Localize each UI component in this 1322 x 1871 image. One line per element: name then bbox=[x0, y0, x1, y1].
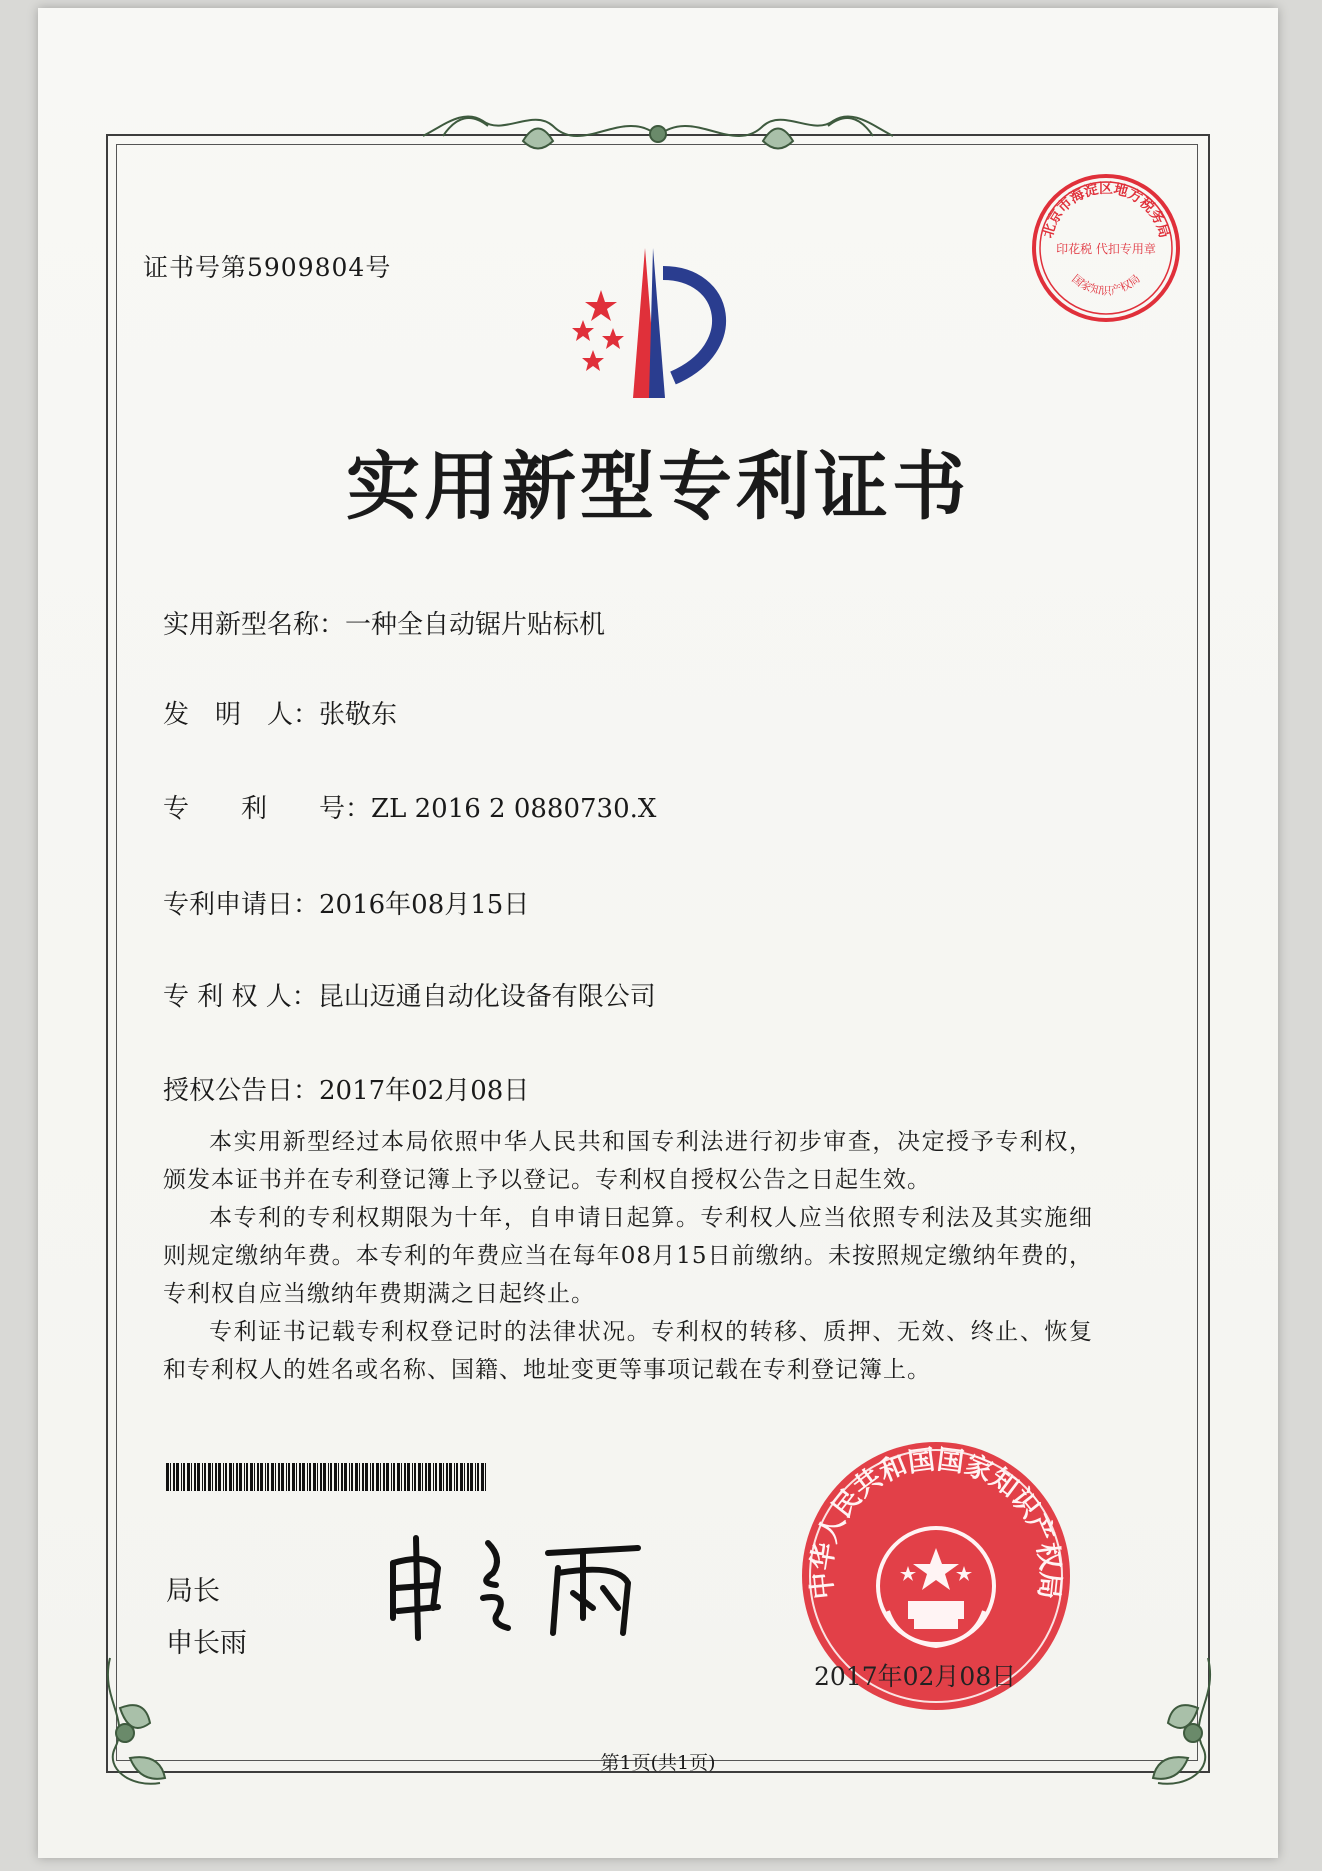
barcode-bar bbox=[288, 1463, 290, 1491]
barcode-bar bbox=[477, 1463, 479, 1491]
barcode-bar bbox=[286, 1463, 287, 1491]
barcode-bar bbox=[320, 1463, 322, 1491]
barcode-bar bbox=[302, 1463, 305, 1491]
certificate-title: 实用新型专利证书 bbox=[346, 444, 970, 530]
director-title: 局长 bbox=[166, 1576, 220, 1607]
barcode-bar bbox=[278, 1463, 280, 1491]
barcode-bar bbox=[391, 1463, 392, 1491]
tax-stamp-seal bbox=[1026, 168, 1186, 328]
barcode-bar bbox=[414, 1463, 416, 1491]
barcode-bar bbox=[250, 1463, 253, 1491]
barcode-bar bbox=[372, 1463, 374, 1491]
barcode-bar bbox=[267, 1463, 269, 1491]
barcode-bar bbox=[334, 1463, 337, 1491]
barcode-bar bbox=[204, 1463, 206, 1491]
body-paragraph: 本实用新型经过本局依照中华人民共和国专利法进行初步审查，决定授予专利权，颁发本证书并在专利登记簿上予以登记。专利权自授权公告之日起生效。 bbox=[163, 1129, 1093, 1193]
barcode-bar bbox=[257, 1463, 259, 1491]
barcode-bar bbox=[183, 1463, 185, 1491]
barcode-bar bbox=[393, 1463, 395, 1491]
barcode-bar bbox=[218, 1463, 221, 1491]
bottom-right-ornament bbox=[1088, 1648, 1228, 1798]
barcode-bar bbox=[223, 1463, 224, 1491]
barcode-bar bbox=[397, 1463, 400, 1491]
tax-seal-text: 北京市海淀区地方税务局 bbox=[1039, 180, 1173, 240]
barcode-bar bbox=[341, 1463, 343, 1491]
barcode-bar bbox=[456, 1463, 458, 1491]
barcode-bar bbox=[412, 1463, 413, 1491]
barcode-bar bbox=[475, 1463, 476, 1491]
field-label: 专利申请日： bbox=[163, 890, 320, 920]
barcode-bar bbox=[299, 1463, 301, 1491]
barcode-bar bbox=[187, 1463, 190, 1491]
barcode-bar bbox=[197, 1463, 200, 1491]
barcode-bar bbox=[407, 1463, 410, 1491]
barcode-bar bbox=[309, 1463, 311, 1491]
svg-text:北京市海淀区地方税务局 bbox=[1040, 180, 1172, 239]
barcode-bar bbox=[425, 1463, 427, 1491]
barcode-bar bbox=[239, 1463, 242, 1491]
barcode-bar bbox=[351, 1463, 353, 1491]
barcode-bar bbox=[464, 1463, 465, 1491]
barcode-bar bbox=[362, 1463, 364, 1491]
barcode-bar bbox=[244, 1463, 245, 1491]
barcode-bar bbox=[330, 1463, 332, 1491]
barcode-bar bbox=[443, 1463, 444, 1491]
field-value: ZL 2016 2 0880730.X bbox=[371, 794, 657, 824]
certificate-body bbox=[163, 1123, 1093, 1389]
field-label: 专 利 权 人： bbox=[163, 982, 318, 1012]
field-value: 昆山迈通自动化设备有限公司 bbox=[317, 982, 656, 1012]
barcode-bar bbox=[181, 1463, 182, 1491]
field-value: 张敬东 bbox=[319, 700, 398, 730]
barcode-bar bbox=[359, 1463, 360, 1491]
barcode-bar bbox=[418, 1463, 421, 1491]
field-value: 2016年08月15日 bbox=[319, 890, 530, 920]
seal-date: 2017年02月08日 bbox=[814, 1662, 1017, 1691]
barcode-bar bbox=[338, 1463, 339, 1491]
barcode-bar bbox=[233, 1463, 234, 1491]
top-ornament bbox=[383, 96, 933, 166]
seal-text: 中华人民共和国国家知识产权局 bbox=[806, 1444, 1066, 1601]
field-patent-holder bbox=[163, 976, 656, 1013]
certificate-number: 证书号第5909804号 bbox=[143, 253, 392, 282]
barcode-bar bbox=[470, 1463, 473, 1491]
barcode-bar bbox=[292, 1463, 295, 1491]
barcode-bar bbox=[225, 1463, 227, 1491]
barcode-bar bbox=[191, 1463, 192, 1491]
barcode-bar bbox=[313, 1463, 316, 1491]
star-icon bbox=[585, 290, 617, 321]
field-patent-number bbox=[163, 788, 656, 825]
barcode-bar bbox=[401, 1463, 402, 1491]
field-label: 授权公告日： bbox=[163, 1076, 320, 1106]
barcode-bar bbox=[365, 1463, 368, 1491]
barcode-bar bbox=[439, 1463, 442, 1491]
barcode-bar bbox=[260, 1463, 263, 1491]
field-filing-date bbox=[163, 884, 529, 921]
barcode-bar bbox=[202, 1463, 203, 1491]
barcode-bar bbox=[275, 1463, 276, 1491]
barcode-bar bbox=[254, 1463, 255, 1491]
barcode-bar bbox=[328, 1463, 329, 1491]
barcode-bar bbox=[170, 1463, 171, 1491]
barcode-bar bbox=[176, 1463, 179, 1491]
director-name: 申长雨 bbox=[166, 1628, 247, 1659]
barcode-bar bbox=[246, 1463, 248, 1491]
barcode-bar bbox=[215, 1463, 217, 1491]
barcode-bar bbox=[404, 1463, 406, 1491]
certificate-page bbox=[38, 8, 1278, 1858]
tax-seal-inner-text: 印花税 代扣专用章 bbox=[1056, 242, 1156, 256]
body-paragraph: 专利证书记载专利权登记时的法律状况。专利权的转移、质押、无效、终止、恢复和专利权人的姓名或名称、国籍、地址变更等事项记载在专利登记簿上。 bbox=[163, 1319, 1093, 1383]
director-block bbox=[166, 1566, 247, 1670]
page-number: 第1页(共1页) bbox=[600, 1752, 716, 1774]
barcode-bar bbox=[386, 1463, 389, 1491]
barcode-bar bbox=[433, 1463, 434, 1491]
barcode-bar bbox=[344, 1463, 347, 1491]
barcode-bar bbox=[428, 1463, 431, 1491]
field-grant-date bbox=[163, 1070, 529, 1107]
barcode-bar bbox=[166, 1463, 169, 1491]
barcode-bar bbox=[265, 1463, 266, 1491]
field-value: 2017年02月08日 bbox=[319, 1076, 530, 1106]
barcode-bar bbox=[380, 1463, 381, 1491]
barcode-bar bbox=[323, 1463, 326, 1491]
barcode-bar bbox=[435, 1463, 437, 1491]
body-paragraph: 本专利的专利权期限为十年，自申请日起算。专利权人应当依照专利法及其实施细则规定缴纳年费。本专利的年费应当在每年08月15日前缴纳。未按照规定缴纳年费的，专利权自应当缴纳年费期满之日起终止。 bbox=[163, 1205, 1093, 1307]
field-label: 发 明 人： bbox=[163, 700, 320, 730]
field-label: 实用新型名称： bbox=[163, 610, 346, 640]
field-inventor bbox=[163, 694, 397, 731]
barcode-bar bbox=[460, 1463, 463, 1491]
barcode-bar bbox=[194, 1463, 196, 1491]
barcode-bar bbox=[271, 1463, 274, 1491]
field-value: 一种全自动锯片贴标机 bbox=[345, 610, 606, 640]
barcode-bar bbox=[296, 1463, 297, 1491]
barcode-bar bbox=[376, 1463, 379, 1491]
barcode-bar bbox=[212, 1463, 213, 1491]
barcode-bar bbox=[208, 1463, 211, 1491]
barcode-bar bbox=[173, 1463, 175, 1491]
field-label: 专 利 号： bbox=[163, 794, 372, 824]
star-icon bbox=[572, 320, 594, 341]
star-icon bbox=[602, 328, 624, 349]
field-utility-model-name bbox=[163, 604, 605, 641]
tax-seal-bottom-text: 国家知识产权局 bbox=[1069, 272, 1143, 298]
barcode-bar bbox=[370, 1463, 371, 1491]
barcode-bar bbox=[449, 1463, 452, 1491]
svg-text:国家知识产权局 bbox=[1069, 272, 1142, 297]
star-icon bbox=[582, 350, 604, 371]
director-signature bbox=[378, 1523, 678, 1643]
barcode-bar bbox=[446, 1463, 448, 1491]
barcode-bar bbox=[355, 1463, 358, 1491]
barcode-bar bbox=[383, 1463, 385, 1491]
bottom-left-ornament bbox=[90, 1648, 230, 1798]
barcode-bar bbox=[317, 1463, 318, 1491]
barcode-bar bbox=[454, 1463, 455, 1491]
barcode bbox=[166, 1463, 488, 1491]
barcode-bar bbox=[307, 1463, 308, 1491]
barcode-bar bbox=[485, 1463, 486, 1491]
barcode-bar bbox=[281, 1463, 284, 1491]
patent-office-logo bbox=[553, 238, 783, 408]
barcode-bar bbox=[349, 1463, 350, 1491]
barcode-bar bbox=[236, 1463, 238, 1491]
barcode-bar bbox=[422, 1463, 423, 1491]
barcode-bar bbox=[467, 1463, 469, 1491]
barcode-bar bbox=[481, 1463, 484, 1491]
barcode-bar bbox=[229, 1463, 232, 1491]
